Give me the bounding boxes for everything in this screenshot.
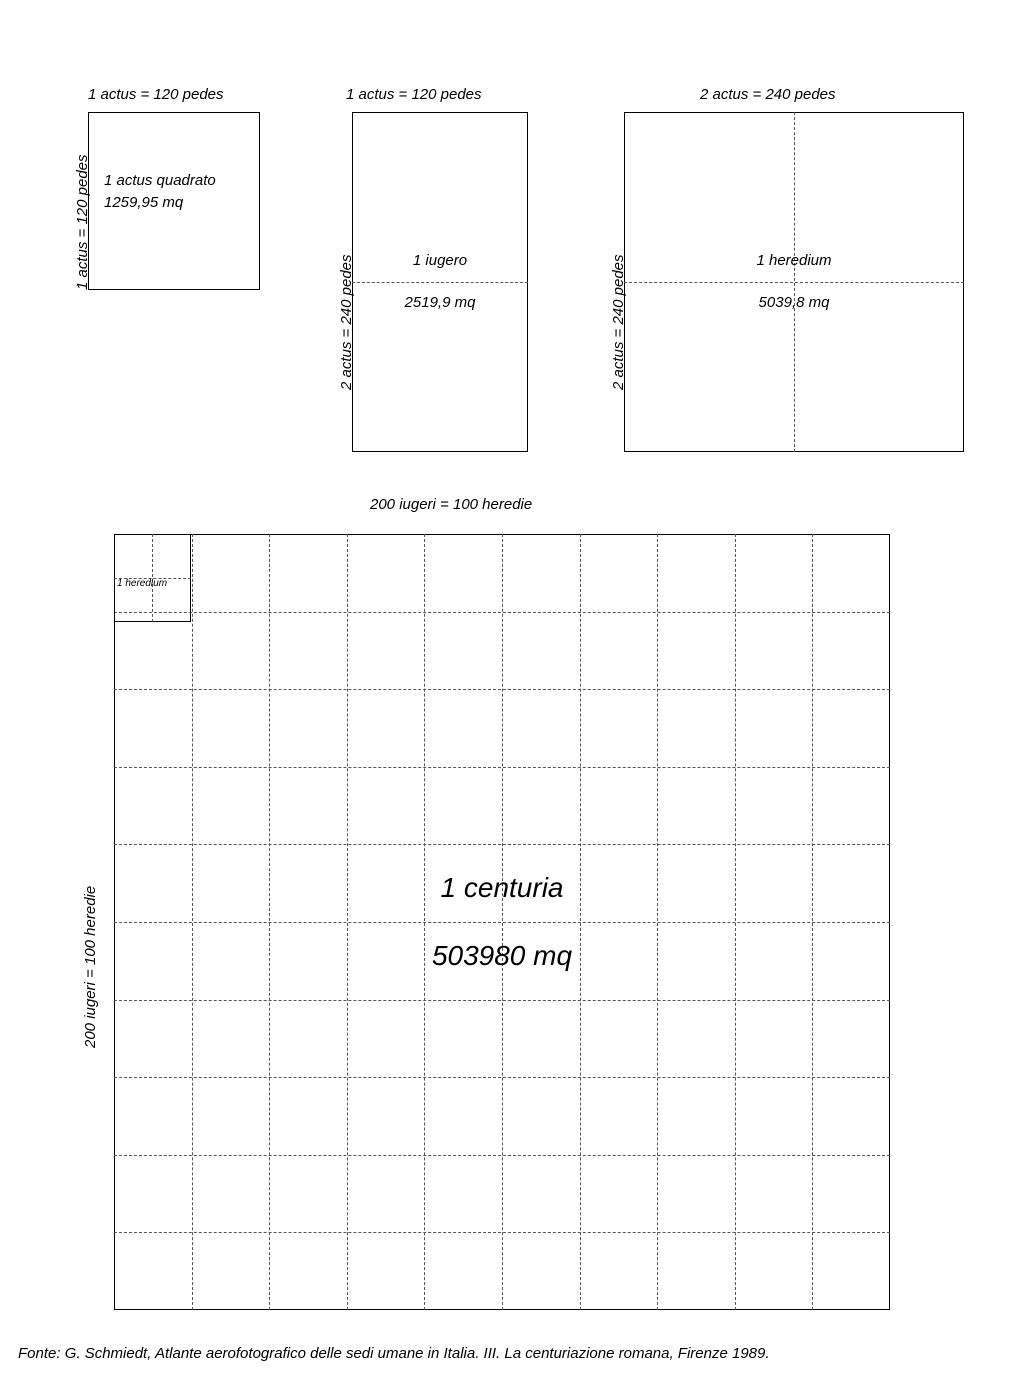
figure2-area-label: 2519,9 mq <box>404 294 476 311</box>
figure3-left-label: 2 actus = 240 pedes <box>610 254 627 390</box>
figure2-left-label: 2 actus = 240 pedes <box>338 254 355 390</box>
centuria-grid-line-horizontal <box>114 612 890 613</box>
figure1-left-label: 1 actus = 120 pedes <box>74 154 91 290</box>
centuria-grid-line-horizontal <box>114 689 890 690</box>
figure3-top-label: 2 actus = 240 pedes <box>700 86 836 103</box>
figure3-name-label: 1 heredium <box>756 252 832 269</box>
centuria-title: 1 centuria <box>440 872 564 903</box>
centuria-area: 503980 mq <box>431 940 573 971</box>
centuria-grid-line-horizontal <box>114 1232 890 1233</box>
centuria-grid-line-horizontal <box>114 1077 890 1078</box>
centuria-left-label: 200 iugeri = 100 heredie <box>82 885 99 1048</box>
figure2-top-label: 1 actus = 120 pedes <box>346 86 482 103</box>
centuria-grid-line-horizontal <box>114 922 890 923</box>
centuria-grid-line-horizontal <box>114 1155 890 1156</box>
centuria-grid-line-horizontal <box>114 1000 890 1001</box>
figure3-area-label: 5039,8 mq <box>758 294 830 311</box>
centuria-grid-line-horizontal <box>114 767 890 768</box>
centuria-top-label: 200 iugeri = 100 heredie <box>370 496 533 513</box>
figure3-divider-vertical-dashed <box>794 112 795 452</box>
figure2-divider-dashed <box>352 282 528 283</box>
centuria-inset-label: 1 heredium <box>117 578 168 589</box>
centuria-grid-line-horizontal <box>114 844 890 845</box>
figure1-top-label: 1 actus = 120 pedes <box>88 86 224 103</box>
figure1-name-label: 1 actus quadrato <box>104 172 216 189</box>
source-caption: Fonte: G. Schmiedt, Atlante aerofotografico delle sedi umane in Italia. III. La centuriazione romana, Firenze 1989. <box>18 1345 770 1362</box>
figure1-area-label: 1259,95 mq <box>104 194 184 211</box>
figure2-name-label: 1 iugero <box>412 252 468 269</box>
